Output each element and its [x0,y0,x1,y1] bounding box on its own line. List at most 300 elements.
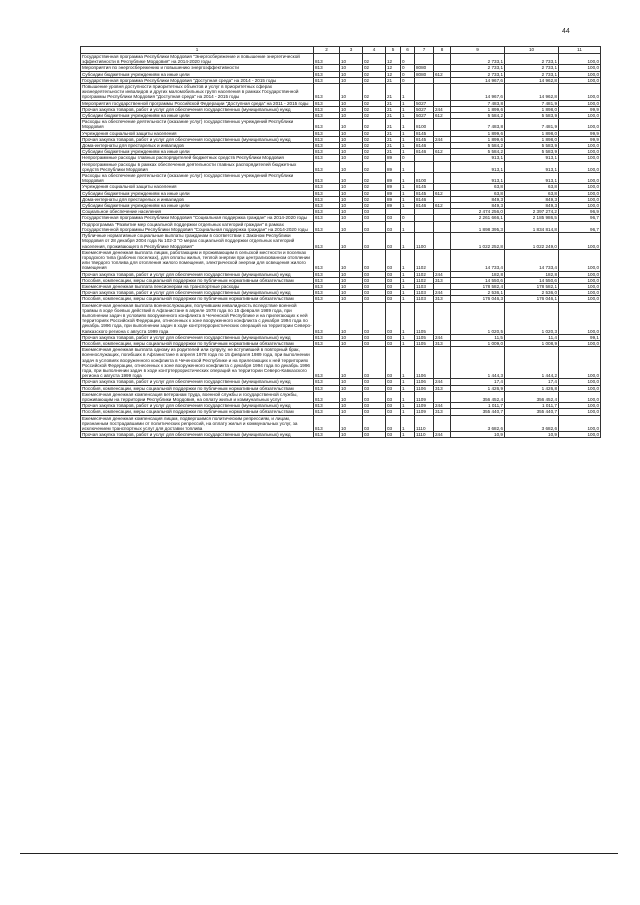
amount-cell: 100,0 [559,283,601,289]
code-cell: 02 [363,106,386,112]
code-cell: 313 [434,409,451,415]
amount-cell: 14 967,6 [451,77,505,83]
code-cell: 10 [340,196,363,202]
column-header: 9 [451,47,505,54]
code-cell: 03 [386,403,401,409]
code-cell: 02 [363,161,386,172]
amount-cell: 1 899,6 [451,136,505,142]
budget-table [80,46,601,438]
amount-cell: 100,0 [559,385,601,391]
code-cell: 813 [314,84,340,101]
code-cell: 1109 [415,403,434,409]
code-cell: 10 [340,277,363,283]
code-cell: 813 [314,283,340,289]
code-cell: 1105 [415,302,434,334]
amount-cell: 63,8 [505,184,559,190]
amount-cell: 1 022 252,8 [451,233,505,250]
code-cell: 21 [386,143,401,149]
code-cell: 244 [434,290,451,296]
row-name: Прочая закупка товаров, работ и услуг для обеспечения государственных (муниципальных) нужд [81,271,314,277]
amount-cell: 14 550,6 [451,277,505,283]
code-cell: 1 [401,149,415,155]
amount-cell: 2 733,1 [505,54,559,65]
amount-cell: 1 009,0 [451,340,505,346]
amount-cell: 5 583,9 [505,143,559,149]
code-cell: 21 [386,119,401,130]
code-cell: 0 [401,65,415,71]
column-header: 4 [363,47,386,54]
code-cell: 02 [363,196,386,202]
code-cell: 1106 [415,379,434,385]
code-cell: 03 [363,391,386,402]
row-name: Непрограммные расходы главных распорядителей бюджетных средств Республики Мордовия [81,155,314,161]
code-cell: 10 [340,143,363,149]
row-name: Пособия, компенсации, меры социальной поддержки по публичным нормативным обязательствам [81,340,314,346]
code-cell: 10 [340,379,363,385]
code-cell: 03 [363,385,386,391]
amount-cell: 11,4 [505,334,559,340]
table-row [81,173,601,184]
code-cell: 813 [314,271,340,277]
amount-cell: 100,0 [559,77,601,83]
row-name: Пособия, компенсации, меры социальной поддержки по публичным нормативным обязательствам [81,385,314,391]
code-cell: 813 [314,65,340,71]
amount-cell: 7 481,9 [505,119,559,130]
code-cell: 03 [386,379,401,385]
row-name: Пособия, компенсации, меры социальной поддержки по публичным нормативным обязательствам [81,409,314,415]
code-cell: 10 [340,71,363,77]
amount-cell: 99,1 [559,334,601,340]
column-header: 10 [505,47,559,54]
code-cell: 10 [340,385,363,391]
code-cell: 813 [314,100,340,106]
code-cell: 1 [401,334,415,340]
code-cell: 0 [401,155,415,161]
amount-cell: 1 898,0 [505,136,559,142]
table-row [81,302,601,334]
code-cell [434,221,451,232]
amount-cell: 178 582,1 [505,283,559,289]
code-cell: 10 [340,100,363,106]
code-cell: 813 [314,54,340,65]
code-cell: 813 [314,77,340,83]
row-name: Непрограммные расходы в рамках обеспечения деятельности главных распорядителей бюджетных средств Республики Мордовия [81,161,314,172]
code-cell [434,415,451,432]
code-cell: 03 [386,347,401,379]
amount-cell: 100,0 [559,391,601,402]
table-row [81,249,601,271]
amount-cell: 2 733,1 [451,54,505,65]
row-name: Субсидии бюджетным учреждениям на иные цели [81,203,314,209]
amount-cell: 99,9 [559,136,601,142]
table-row [81,54,601,65]
code-cell: 244 [434,432,451,438]
code-cell: 612 [434,71,451,77]
row-name: Мероприятия государственной программы Российской Федерации "Доступная среда" на 2011 - 2015 годы [81,100,314,106]
code-cell: 813 [314,277,340,283]
amount-cell: 849,3 [505,203,559,209]
code-cell: 8146 [415,143,434,149]
code-cell: 1 [401,161,415,172]
code-cell: 03 [363,334,386,340]
code-cell: 1109 [415,391,434,402]
amount-cell: 182,8 [451,271,505,277]
amount-cell: 913,1 [505,155,559,161]
table-row [81,233,601,250]
code-cell: 21 [386,77,401,83]
code-cell: 313 [434,340,451,346]
code-cell: 1 [401,403,415,409]
amount-cell: 99,9 [559,130,601,136]
column-header: 6 [401,47,415,54]
amount-cell: 100,0 [559,113,601,119]
code-cell: 10 [340,77,363,83]
code-cell: 1103 [415,296,434,302]
amount-cell: 100,0 [559,119,601,130]
code-cell: 03 [363,233,386,250]
amount-cell: 176 046,3 [451,296,505,302]
amount-cell: 100,0 [559,277,601,283]
amount-cell: 1 898,0 [505,106,559,112]
code-cell [434,302,451,334]
row-name: Прочая закупка товаров, работ и услуг для обеспечения государственных (муниципальных) нужд [81,136,314,142]
code-cell: 21 [386,113,401,119]
table-row [81,119,601,130]
amount-cell: 1 899,6 [451,106,505,112]
table-row [81,415,601,432]
code-cell: 03 [363,249,386,271]
amount-cell: 2 536,0 [505,290,559,296]
code-cell: 03 [363,221,386,232]
code-cell: 10 [340,54,363,65]
amount-cell: 5 584,2 [451,143,505,149]
amount-cell: 100,0 [559,100,601,106]
code-cell: 03 [363,379,386,385]
code-cell: 1102 [415,249,434,271]
amount-cell: 99,9 [559,106,601,112]
code-cell: 03 [363,296,386,302]
row-name: Ежемесячная денежная компенсация лицам, подвергшимся политическим репрессиям, и лицам, признанным пострадавшими от политических репрессий, на оплату жилья и коммунальных услуг, за исключением транспортных услуг для доставки топлива [81,415,314,432]
code-cell: 813 [314,340,340,346]
amount-cell: 1 008,9 [505,340,559,346]
row-name: Ежемесячная денежная выплата пенсионерам на транспортные расходы [81,283,314,289]
code-cell: 03 [386,296,401,302]
code-cell: 1 [401,379,415,385]
code-cell: 1 [401,130,415,136]
code-cell: 10 [340,119,363,130]
code-cell: 1102 [415,271,434,277]
code-cell: 02 [363,149,386,155]
amount-cell: 100,0 [559,409,601,415]
code-cell: 03 [386,215,401,221]
amount-cell: 100,0 [559,403,601,409]
code-cell: 313 [434,385,451,391]
code-cell: 02 [363,190,386,196]
code-cell: 1 [401,113,415,119]
code-cell: 12 [386,71,401,77]
amount-cell: 5 584,2 [451,113,505,119]
column-header: 1 [81,47,314,54]
code-cell: 1100 [415,233,434,250]
amount-cell: 1 444,2 [505,347,559,379]
code-cell: 10 [340,296,363,302]
amount-cell: 14 733,4 [505,249,559,271]
code-cell: 313 [434,296,451,302]
amount-cell: 1 022 249,0 [505,233,559,250]
code-cell: 1 [401,249,415,271]
code-cell: 02 [363,71,386,77]
table-row [81,347,601,379]
amount-cell: 17,4 [451,379,505,385]
column-header: 3 [340,47,363,54]
code-cell: 612 [434,113,451,119]
amount-cell: 1 898,0 [505,130,559,136]
code-cell: 10 [340,334,363,340]
code-cell: 1110 [415,415,434,432]
code-cell: 02 [363,130,386,136]
amount-cell: 100,0 [559,184,601,190]
code-cell: 03 [386,249,401,271]
code-cell: 1 [401,190,415,196]
code-cell: 1 [401,432,415,438]
code-cell: 10 [340,136,363,142]
code-cell: 02 [363,136,386,142]
code-cell: 12 [386,54,401,65]
row-name: Прочая закупка товаров, работ и услуг для обеспечения государственных (муниципальных) нужд [81,432,314,438]
code-cell: 244 [434,106,451,112]
code-cell: 813 [314,302,340,334]
amount-cell: 100,0 [559,54,601,65]
code-cell: 813 [314,296,340,302]
code-cell: 1 [401,340,415,346]
code-cell: 89 [386,184,401,190]
amount-cell: 5 584,2 [451,149,505,155]
code-cell: 244 [434,271,451,277]
code-cell [434,249,451,271]
amount-cell: 178 582,4 [451,283,505,289]
row-name: Учреждения социальной защиты населения [81,184,314,190]
code-cell: 813 [314,136,340,142]
amount-cell: 14 962,8 [505,77,559,83]
code-cell: 03 [363,347,386,379]
amount-cell: 100,0 [559,233,601,250]
amount-cell: 100,0 [559,65,601,71]
row-name: Государственная программа Республики Мордовия "Социальная поддержка граждан" на 2014-2020 годы [81,215,314,221]
code-cell: 0 [401,54,415,65]
code-cell: 1 [401,136,415,142]
row-name: Субсидии бюджетным учреждениям на иные цели [81,149,314,155]
amount-cell: 849,3 [505,196,559,202]
code-cell [415,54,434,65]
code-cell: 03 [363,415,386,432]
code-cell: 02 [363,77,386,83]
amount-cell: 100,0 [559,347,601,379]
amount-cell: 96,7 [559,221,601,232]
amount-cell: 100,0 [559,143,601,149]
code-cell [434,173,451,184]
code-cell: 1102 [415,277,434,283]
code-cell: 21 [386,149,401,155]
row-name: Ежемесячная денежная выплата лицам, работающим и проживающим в сельской местности и поселках городского типа (рабочих поселках), для оплаты жилья, теплой энергии при централизованном отоплении или твердого топлива для отопления жилого помещения, электрической энергии для освещения жилого помещения [81,249,314,271]
code-cell: 244 [434,403,451,409]
amount-cell: 100,0 [559,415,601,432]
column-header: 11 [559,47,601,54]
code-cell: 8146 [415,203,434,209]
amount-cell: 1 011,7 [451,403,505,409]
amount-cell: 96,7 [559,215,601,221]
code-cell: 813 [314,409,340,415]
code-cell: 02 [363,173,386,184]
code-cell: 1105 [415,334,434,340]
row-name: Социальное обеспечение населения [81,209,314,215]
code-cell: 813 [314,334,340,340]
code-cell: 02 [363,119,386,130]
amount-cell: 63,8 [451,190,505,196]
row-name: Прочая закупка товаров, работ и услуг для обеспечения государственных (муниципальных) нужд [81,403,314,409]
row-name: Государственная программа Республики Мордовия "Доступная среда" на 2014 - 2015 годы [81,77,314,83]
amount-cell: 100,0 [559,149,601,155]
code-cell: 1109 [415,409,434,415]
code-cell: 813 [314,415,340,432]
amount-cell: 355 440,7 [505,409,559,415]
amount-cell: 14 962,8 [505,84,559,101]
amount-cell: 1 898 395,3 [451,221,505,232]
code-cell: 244 [434,379,451,385]
amount-cell: 2 733,1 [451,65,505,71]
code-cell: 813 [314,432,340,438]
code-cell: 1 [401,290,415,296]
amount-cell: 7 483,8 [451,119,505,130]
code-cell: 02 [363,113,386,119]
row-name: Государственная программа Республики Мордовия "Энергосбережение и повышение энергетической эффективности в Республике Мордовия" на 2014-2020 годы [81,54,314,65]
code-cell: 03 [363,283,386,289]
table-row [81,432,601,438]
amount-cell: 1 834 814,8 [505,221,559,232]
code-cell: 03 [386,409,401,415]
code-cell: 21 [386,130,401,136]
page-number: 44 [562,28,570,35]
amount-cell: 100,0 [559,302,601,334]
code-cell [415,84,434,101]
code-cell: 10 [340,290,363,296]
code-cell: 1 [401,119,415,130]
code-cell: 03 [386,334,401,340]
code-cell: 813 [314,233,340,250]
code-cell: 813 [314,379,340,385]
row-name: Повышение уровня доступности приоритетных объектов и услуг в приоритетных сферах жизнедеятельности инвалидов и других маломобильных групп населения в рамках Государственной программы Республики Мордовия "Доступная среда" на 2014 - 2015 годы [81,84,314,101]
row-name: Подпрограмма "Развитие мер социальной поддержки отдельных категорий граждан" в рамках Государственной программы Республики Мордовия "Социальная поддержка граждан" на 2014-2020 годы [81,221,314,232]
code-cell: 612 [434,149,451,155]
row-name: Субсидии бюджетным учреждениям на иные цели [81,190,314,196]
code-cell: 8080 [415,71,434,77]
code-cell: 8080 [415,65,434,71]
code-cell: 03 [386,415,401,432]
code-cell: 813 [314,184,340,190]
code-cell: 1 [401,233,415,250]
code-cell: 612 [434,190,451,196]
code-cell: 03 [363,432,386,438]
amount-cell: 1 899,6 [451,130,505,136]
code-cell: 10 [340,391,363,402]
code-cell: 813 [314,385,340,391]
code-cell: 89 [386,161,401,172]
row-name: Расходы на обеспечение деятельности (оказание услуг) государственных учреждений Республики Мордовия [81,173,314,184]
code-cell: 10 [340,403,363,409]
code-cell: 1 [401,196,415,202]
code-cell: 21 [386,106,401,112]
code-cell: 244 [434,334,451,340]
code-cell [434,119,451,130]
row-name: Субсидии бюджетным учреждениям на иные цели [81,71,314,77]
table-row [81,391,601,402]
code-cell: 1106 [415,347,434,379]
amount-cell: 1 426,9 [451,385,505,391]
code-cell: 03 [363,403,386,409]
code-cell: 89 [386,203,401,209]
amount-cell: 356 452,4 [451,391,505,402]
code-cell: 10 [340,233,363,250]
amount-cell: 100,0 [559,249,601,271]
column-header: 8 [434,47,451,54]
code-cell: 03 [363,409,386,415]
table-row [81,84,601,101]
table-row [81,161,601,172]
code-cell: 10 [340,130,363,136]
code-cell: 12 [386,65,401,71]
code-cell: 8146 [415,149,434,155]
code-cell: 10 [340,221,363,232]
amount-cell: 182,8 [505,271,559,277]
bottom-rule [20,853,618,854]
code-cell: 21 [386,136,401,142]
code-cell: 89 [386,190,401,196]
code-cell: 03 [386,271,401,277]
amount-cell: 14 733,4 [451,249,505,271]
code-cell: 02 [363,100,386,106]
code-cell: 813 [314,221,340,232]
code-cell: 612 [434,203,451,209]
code-cell: 10 [340,347,363,379]
code-cell: 02 [363,155,386,161]
code-cell: 10 [340,302,363,334]
code-cell: 813 [314,173,340,184]
amount-cell: 2 733,1 [505,71,559,77]
amount-cell: 5 583,9 [505,113,559,119]
code-cell: 02 [363,184,386,190]
row-name: Пособия, компенсации, меры социальной поддержки по публичным нормативным обязательствам [81,277,314,283]
amount-cell: 100,0 [559,379,601,385]
code-cell: 10 [340,161,363,172]
code-cell: 10 [340,209,363,215]
code-cell: 10 [340,173,363,184]
code-cell: 1 [401,203,415,209]
code-cell: 02 [363,84,386,101]
code-cell: 5027 [415,106,434,112]
amount-cell: 2 185 986,5 [505,215,559,221]
column-header: 7 [415,47,434,54]
amount-cell: 2 536,1 [451,290,505,296]
code-cell: 02 [363,203,386,209]
amount-cell: 2 397 274,2 [505,209,559,215]
code-cell: 03 [363,215,386,221]
row-name: Прочая закупка товаров, работ и услуг для обеспечения государственных (муниципальных) нужд [81,106,314,112]
code-cell: 1 [401,84,415,101]
row-name: Учреждения социальной защиты населения [81,130,314,136]
amount-cell: 176 046,1 [505,296,559,302]
code-cell: 03 [386,385,401,391]
code-cell: 1 [401,184,415,190]
amount-cell: 5 583,9 [505,149,559,155]
